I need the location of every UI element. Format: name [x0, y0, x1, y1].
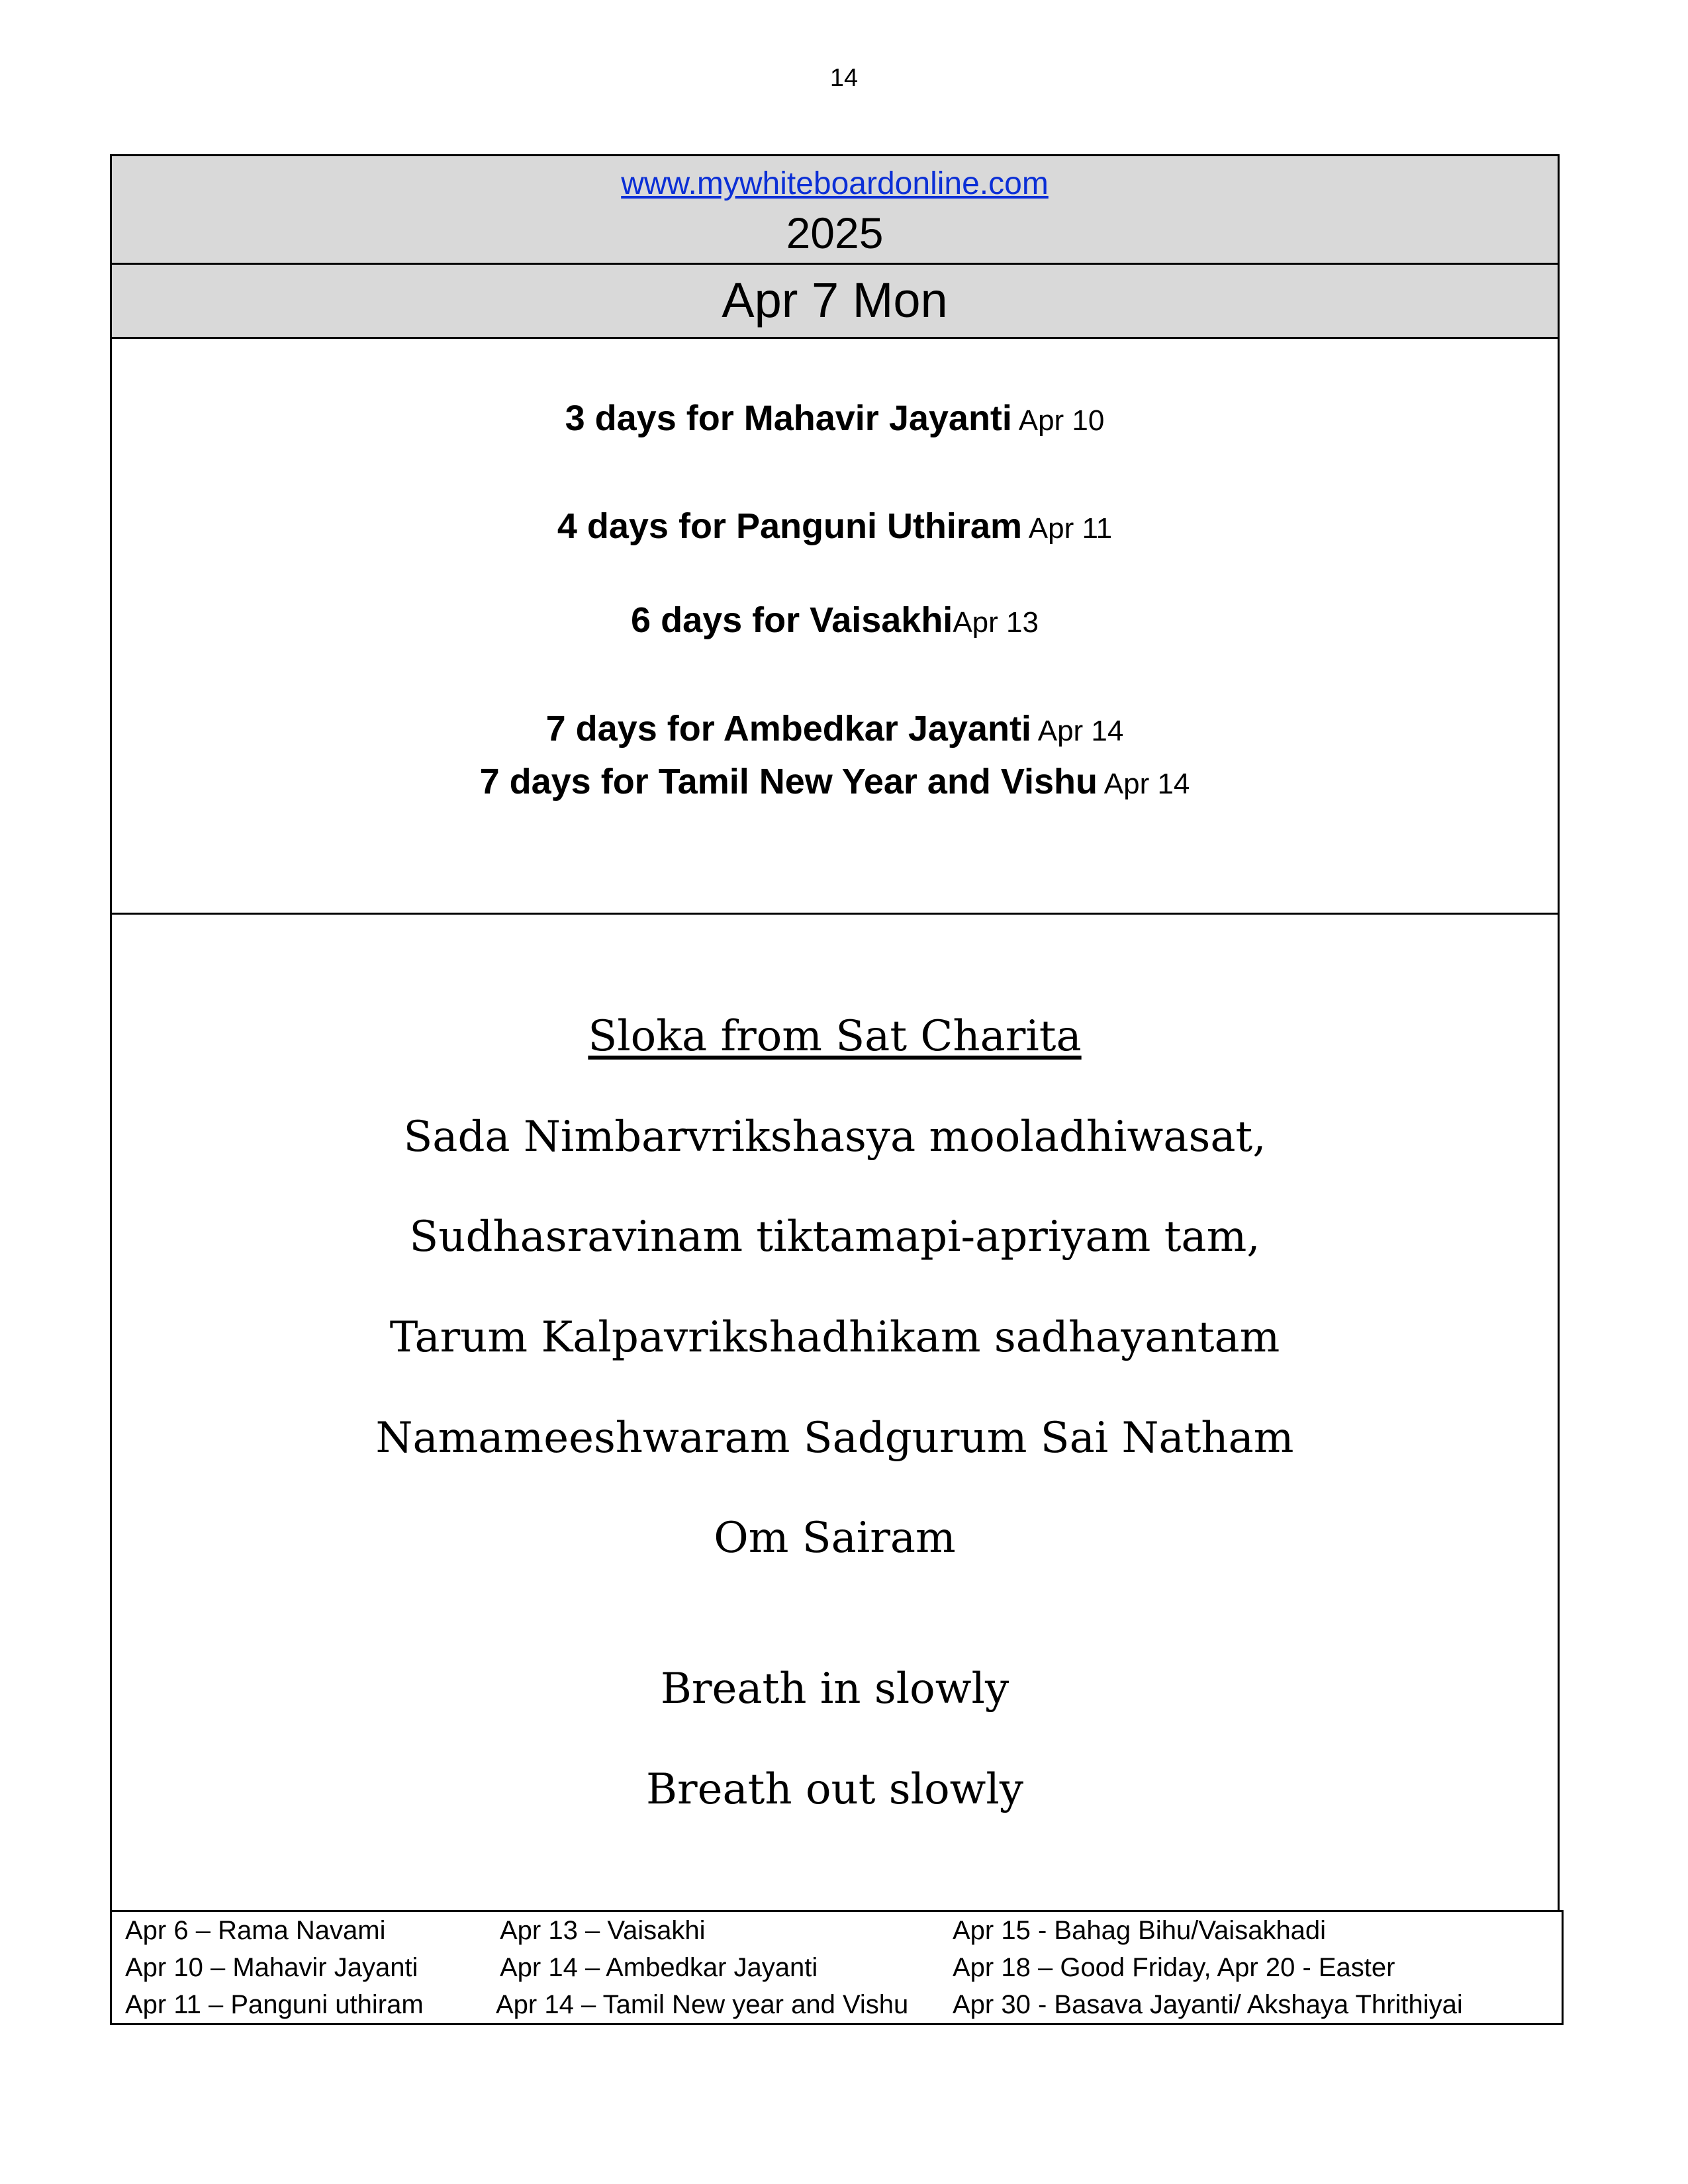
- festival-list-table: [110, 1910, 1564, 2025]
- sloka-line: Sudhasravinam tiktamapi-apriyam tam,: [409, 1212, 1260, 1261]
- countdown-date: Apr 14: [1031, 715, 1124, 747]
- festival-entry: Apr 18 – Good Friday, Apr 20 - Easter: [953, 1953, 1395, 1982]
- breath-in-line: Breath in slowly: [660, 1664, 1009, 1713]
- countdown-item: [112, 599, 1558, 651]
- sloka-section: [112, 915, 1558, 1910]
- festival-entry: Apr 11 – Panguni uthiram: [125, 1990, 424, 2019]
- countdown-item: [112, 505, 1558, 557]
- festival-entry: Apr 15 - Bahag Bihu/Vaisakhadi: [953, 1916, 1327, 1945]
- page-number: 14: [829, 64, 859, 92]
- website-link[interactable]: www.mywhiteboardonline.com: [621, 166, 1049, 201]
- sloka-line: Om Sairam: [714, 1514, 956, 1563]
- date-heading: Apr 7 Mon: [112, 265, 1558, 339]
- sloka-line: Tarum Kalpavrikshadhikam sadhayantam: [389, 1313, 1280, 1362]
- festival-entry: Apr 10 – Mahavir Jayanti: [125, 1953, 418, 1982]
- breath-out-line: Breath out slowly: [646, 1765, 1023, 1814]
- countdown-text: 6 days for Vaisakhi: [631, 600, 953, 640]
- calendar-page-frame: [110, 154, 1560, 1912]
- sloka-title: Sloka from Sat Charita: [588, 1012, 1082, 1061]
- sloka-line: Sada Nimbarvrikshasya mooladhiwasat,: [403, 1113, 1266, 1161]
- countdown-item: [112, 760, 1558, 812]
- countdown-text: 4 days for Panguni Uthiram: [557, 506, 1022, 546]
- countdown-date: Apr 11: [1021, 512, 1113, 545]
- countdown-item: [112, 397, 1558, 449]
- countdown-date: Apr 10: [1011, 404, 1105, 437]
- countdown-text: 7 days for Tamil New Year and Vishu: [479, 762, 1098, 801]
- festival-entry: Apr 30 - Basava Jayanti/ Akshaya Thrithiyai: [953, 1990, 1463, 2019]
- festival-entry: Apr 13 – Vaisakhi: [500, 1916, 706, 1945]
- countdown-date: Apr 13: [953, 606, 1039, 639]
- countdown-text: 3 days for Mahavir Jayanti: [565, 398, 1012, 438]
- sloka-line: Namameeshwaram Sadgurum Sai Natham: [375, 1414, 1294, 1463]
- header-block: [112, 156, 1558, 265]
- countdown-section: [112, 339, 1558, 915]
- festival-entry: Apr 14 – Tamil New year and Vishu: [496, 1990, 909, 2019]
- festival-entry: Apr 14 – Ambedkar Jayanti: [500, 1953, 818, 1982]
- countdown-text: 7 days for Ambedkar Jayanti: [545, 709, 1031, 749]
- countdown-date: Apr 14: [1097, 768, 1190, 800]
- year-heading: 2025: [786, 208, 884, 257]
- festival-entry: Apr 6 – Rama Navami: [125, 1916, 386, 1945]
- countdown-item: [112, 707, 1558, 759]
